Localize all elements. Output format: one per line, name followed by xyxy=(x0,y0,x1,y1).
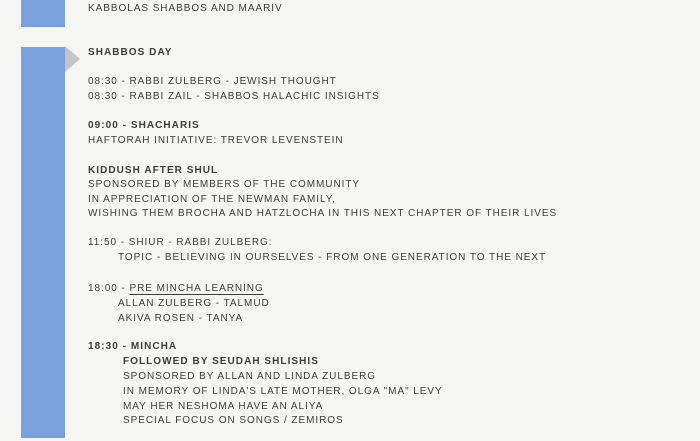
timeline-marker-previous-section xyxy=(21,0,65,27)
mincha-title: 18:30 - MINCHA xyxy=(88,341,178,352)
kiddush-sponsor-line: SPONSORED BY MEMBERS OF THE COMMUNITY xyxy=(88,179,361,190)
section-arrow-icon xyxy=(65,46,80,72)
timeline-bar-shabbos-day xyxy=(21,47,65,438)
pre-mincha-tanya-line: AKIVA ROSEN - TANYA xyxy=(118,313,244,324)
pre-mincha-time: 18:00 - xyxy=(88,283,130,294)
pre-mincha-title: PRE MINCHA LEARNING xyxy=(129,283,264,294)
morning-shiur-zail-line: 08:30 - RABBI ZAIL - SHABBOS HALACHIC INSIGHTS xyxy=(88,91,380,102)
seudah-aliya-line: MAY HER NESHOMA HAVE AN ALIYA xyxy=(123,401,324,412)
shabbos-day-title: SHABBOS DAY xyxy=(88,47,173,58)
shiur-1150-line: 11:50 - SHIUR - RABBI ZULBERG: xyxy=(88,237,273,248)
seudah-zemiros-line: SPECIAL FOCUS ON SONGS / ZEMIROS xyxy=(123,415,344,426)
seudah-shlishis-line: FOLLOWED BY SEUDAH SHLISHIS xyxy=(123,356,319,367)
morning-shiur-zulberg-line: 08:30 - RABBI ZULBERG - JEWISH THOUGHT xyxy=(88,76,337,87)
seudah-sponsor-line: SPONSORED BY ALLAN AND LINDA ZULBERG xyxy=(123,371,376,382)
shacharis-title: 09:00 - SHACHARIS xyxy=(88,120,200,131)
kiddush-appreciation-line: IN APPRECIATION OF THE NEWMAN FAMILY, xyxy=(88,194,336,205)
pre-mincha-learning-line xyxy=(88,283,264,295)
kiddush-wishing-line: WISHING THEM BROCHA AND HATZLOCHA IN THIS NEXT CHAPTER OF THEIR LIVES xyxy=(88,208,558,219)
shiur-topic-line: TOPIC - BELIEVING IN OURSELVES - FROM ONE GENERATION TO THE NEXT xyxy=(118,252,547,263)
kiddush-title: KIDDUSH AFTER SHUL xyxy=(88,165,219,176)
seudah-memory-line: IN MEMORY OF LINDA'S LATE MOTHER, OLGA "MA" LEVY xyxy=(123,386,443,397)
haftorah-initiative-line: HAFTORAH INITIATIVE: TREVOR LEVENSTEIN xyxy=(88,135,344,146)
kabbolas-shabbos-line: KABBOLAS SHABBOS AND MAARIV xyxy=(88,3,283,14)
pre-mincha-talmud-line: ALLAN ZULBERG - TALMUD xyxy=(118,298,270,309)
